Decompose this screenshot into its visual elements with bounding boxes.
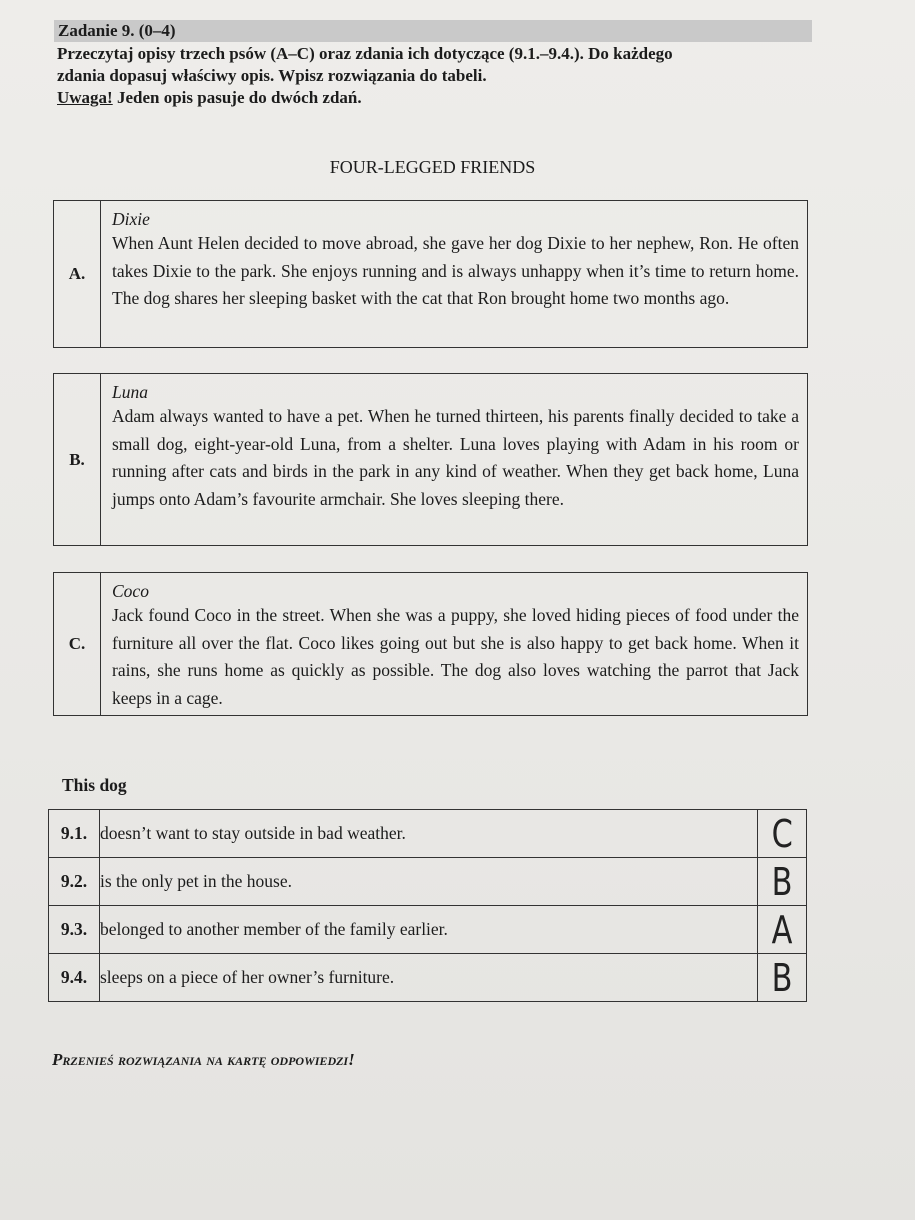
note-label: Uwaga! [57,88,113,107]
dog-name: Dixie [112,209,150,229]
statement-text: is the only pet in the house. [100,858,758,906]
document-title: FOUR-LEGGED FRIENDS [329,157,536,177]
task-note [57,87,817,109]
statement-text: belonged to another member of the family earlier. [100,906,758,954]
description-body [101,573,807,715]
statement-number: 9.3. [49,906,100,954]
statement-number: 9.2. [49,858,100,906]
answer-cell[interactable] [758,810,807,858]
description-box-a [53,200,808,348]
handwritten-answer: A [771,907,793,952]
table-row [49,954,807,1002]
description-text: Jack found Coco in the street. When she was a puppy, she loved hiding pieces of food under the furniture all over the flat. Coco likes going out but she is also happy to get back home. When it rains, she runs home as quickly as possible. The dog also loves watching the parrot that Jack keeps in a cage. [112,605,799,708]
description-text: When Aunt Helen decided to move abroad, she gave her dog Dixie to her nephew, Ron. He often takes Dixie to the park. She enjoys running and is always unhappy when it’s time to return home. The dog shares her sleeping basket with the cat that Ron brought home two months ago. [112,233,799,308]
description-box-b [53,373,808,546]
table-row [49,858,807,906]
handwritten-answer: B [771,859,793,904]
description-letter: A. [54,201,101,347]
statements-heading: This dog [62,775,127,795]
description-body [101,374,807,545]
table-row [49,906,807,954]
description-body [101,201,807,347]
answers-table [48,809,807,1002]
instruction-line: Przeczytaj opisy trzech psów (A–C) oraz zdania ich dotyczące (9.1.–9.4.). Do każdego [57,44,673,63]
task-instructions [57,43,817,109]
task-header-label: Zadanie 9. (0–4) [58,21,176,40]
statement-number: 9.1. [49,810,100,858]
description-text: Adam always wanted to have a pet. When he turned thirteen, his parents finally decided to take a small dog, eight-year-old Luna, from a shelter. Luna loves playing with Adam in his room or running after cats and birds in the park in any kind of weather. When they get back home, Luna jumps onto Adam’s favourite armchair. She loves sleeping there. [112,406,799,509]
answer-cell[interactable] [758,858,807,906]
answer-cell[interactable] [758,906,807,954]
table-row [49,810,807,858]
instruction-line: zdania dopasuj właściwy opis. Wpisz rozwiązania do tabeli. [57,66,487,85]
description-box-c [53,572,808,716]
description-letter: C. [54,573,101,715]
statement-text: doesn’t want to stay outside in bad weather. [100,810,758,858]
footer-instruction: Przenieś rozwiązania na kartę odpowiedzi! [52,1050,355,1069]
handwritten-answer: C [771,811,793,856]
dog-name: Luna [112,382,148,402]
handwritten-answer: B [771,955,793,1000]
answer-cell[interactable] [758,954,807,1002]
note-text: Jeden opis pasuje do dwóch zdań. [112,88,362,107]
statement-number: 9.4. [49,954,100,1002]
description-letter: B. [54,374,101,545]
statement-text: sleeps on a piece of her owner’s furniture. [100,954,758,1002]
task-header-bar [54,20,812,42]
dog-name: Coco [112,581,149,601]
